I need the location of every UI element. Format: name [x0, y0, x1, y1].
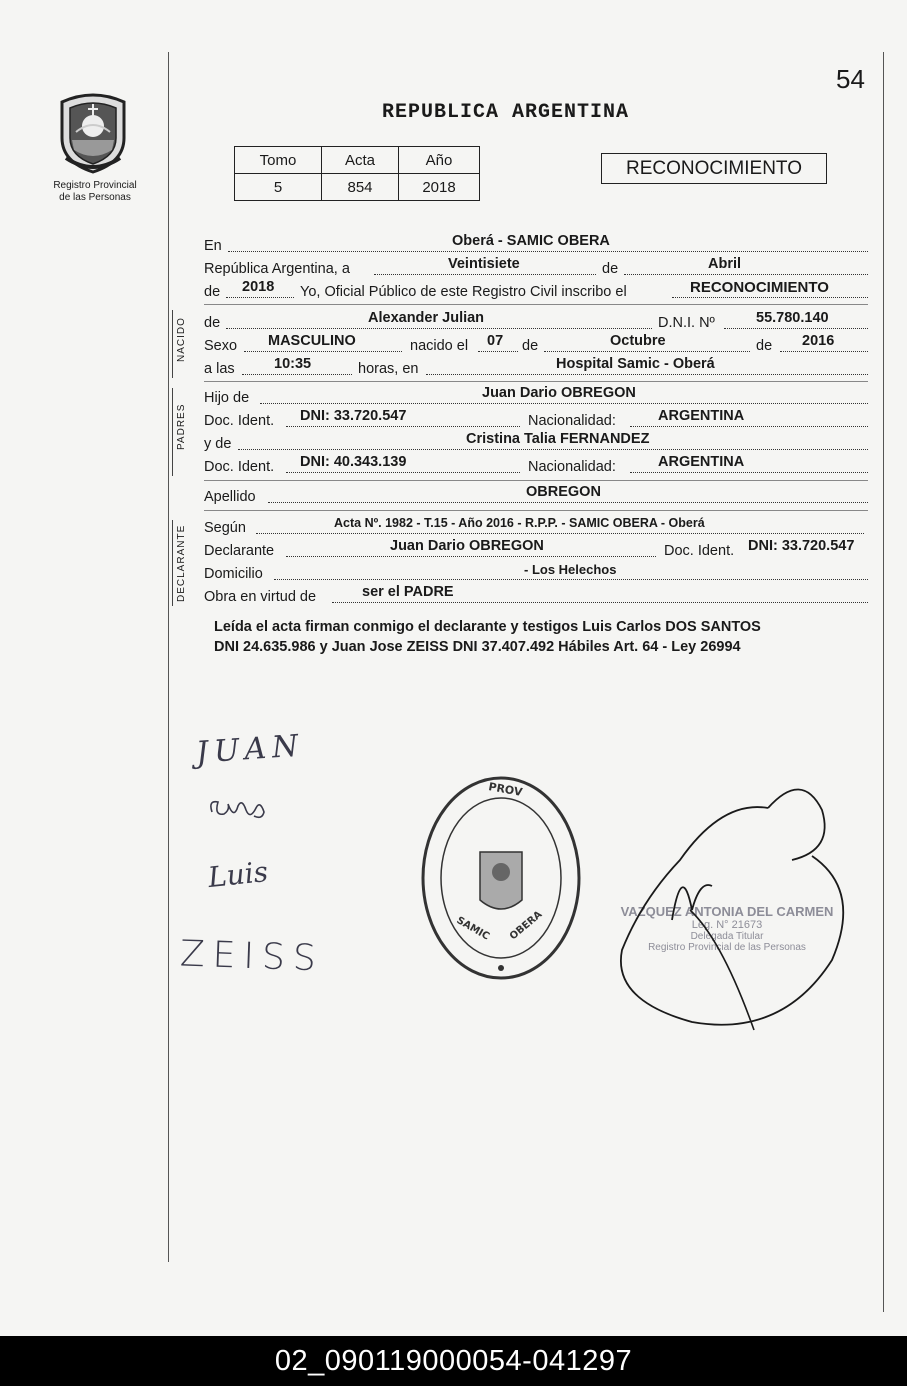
section-nacido-label: NACIDO	[176, 317, 187, 362]
svg-text:PROV: PROV	[487, 780, 524, 799]
birth-place-value: Hospital Samic - Oberá	[556, 356, 715, 372]
official-seal-icon	[418, 772, 584, 984]
anio-value: 2018	[399, 174, 480, 201]
birth-day-value: 07	[487, 333, 504, 349]
page-title: REPUBLICA ARGENTINA	[382, 101, 630, 124]
place-value: Oberá - SAMIC OBERA	[452, 233, 610, 249]
left-margin-line	[168, 52, 169, 1262]
father-nationality-value: ARGENTINA	[658, 408, 745, 424]
handwritten-initials-signature	[204, 790, 274, 830]
svg-text:OBERA: OBERA	[507, 909, 545, 943]
acta-value: 854	[322, 174, 399, 201]
closing-statement: Leída el acta firman conmigo el declarante y testigos Luis Carlos DOS SANTOS DNI 24.635.986 y Juan Jose ZEISS DNI 37.407.492 Hábiles Art. 64 - Ley 26994	[214, 619, 761, 655]
mother-nationality-value: ARGENTINA	[658, 454, 745, 470]
sex-value: MASCULINO	[268, 333, 356, 349]
section-declarante-label: DECLARANTE	[176, 524, 187, 602]
child-dni-value: 55.780.140	[756, 310, 829, 326]
father-doc-value: DNI: 33.720.547	[300, 408, 407, 424]
svg-text:SAMIC: SAMIC	[454, 915, 492, 943]
acta-header: Acta	[322, 147, 399, 174]
birth-month-value: Octubre	[610, 333, 666, 349]
official-stamp: VAZQUEZ ANTONIA DEL CARMEN Leg. N° 21673 Delegada Titular Registro Provincial de las Personas	[620, 904, 834, 953]
mother-doc-value: DNI: 40.343.139	[300, 454, 407, 470]
right-margin-line	[883, 52, 884, 1312]
official-signature	[572, 760, 862, 1050]
day-value: Veintisiete	[448, 256, 520, 272]
tomo-header: Tomo	[235, 147, 322, 174]
act-value: RECONOCIMIENTO	[690, 279, 829, 296]
according-to-value: Acta Nº. 1982 - T.15 - Año 2016 - R.P.P. - SAMIC OBERA - Oberá	[334, 516, 705, 530]
by-virtue-value: ser el PADRE	[362, 584, 454, 600]
month-value: Abril	[708, 256, 742, 272]
birth-time-value: 10:35	[274, 356, 312, 372]
document-page: 54 REPUBLICA ARGENTINA Registro Provincial de las Personas Tomo Acta Año 5 854 2018 RECONOCIMIENTO En Oberá - SAMIC OBERA República Argentina, a Veintisiete de Abril de 2018 Yo, Oficial Público de este Registro Civil inscribo el RECONOCIMIENTO NACIDO de Alexander Julian D.N.I. Nº 55.780.140 Sexo MASCULINO nacido el 07 de Octubre de 2016 a las 10:35 horas, en Hospital Samic - Oberá PADRES Hijo de Juan Dario OBREGON Doc. Ident. DNI: 33.720.547 Nacionalidad: ARGENTINA y de Cristina Talia FERNANDEZ Doc. Ident. DNI: 40.343.139 Nacionalidad: ARGENTINA Apellido OBREGON DECLARANTE Según Acta Nº. 1982 - T.15 - Año 2016 - R.P.P. - SAMIC OBERA - Oberá Declarante Juan Dario OBREGON Doc. Ident. DNI: 33.720.547 Domicilio - Los Helechos Obra en virtud de ser el PADRE Leída el acta firman conmigo el declarante y testigos Luis Carlos DOS SANTOS DNI 24.635.986 y Juan Jose ZEISS DNI 37.407.492 Hábiles Art. 64 - Ley 26994 JUAN Luis ZEISS PROV SAMIC OBERA VAZQUEZ ANTONIA DEL CARMEN Leg. N° 21673 Delegada Titular Registro Provincial de las Personas	[0, 0, 907, 1336]
handwritten-juan: JUAN	[194, 728, 306, 771]
child-name-value: Alexander Julian	[368, 310, 485, 326]
declarant-doc-value: DNI: 33.720.547	[748, 538, 855, 554]
year-value: 2018	[242, 279, 275, 295]
father-name-value: Juan Dario OBREGON	[482, 385, 636, 401]
tomo-value: 5	[235, 174, 322, 201]
issuer-name: Registro Provincial de las Personas	[53, 180, 137, 203]
act-type-box: RECONOCIMIENTO	[601, 153, 827, 184]
document-id-footer: 02_090119000054-041297	[0, 1336, 907, 1386]
handwritten-luis: Luis	[206, 854, 270, 895]
registry-table	[234, 146, 480, 201]
page-number: 54	[836, 64, 865, 94]
address-value: - Los Helechos	[524, 562, 617, 577]
surname-value: OBREGON	[526, 484, 601, 500]
anio-header: Año	[399, 147, 480, 174]
section-padres-label: PADRES	[176, 403, 187, 450]
province-coat-of-arms-icon	[54, 88, 132, 174]
mother-name-value: Cristina Talia FERNANDEZ	[466, 431, 650, 447]
birth-year-value: 2016	[802, 333, 835, 349]
declarant-name-value: Juan Dario OBREGON	[390, 538, 544, 554]
handwritten-zeiss: ZEISS	[179, 933, 325, 980]
